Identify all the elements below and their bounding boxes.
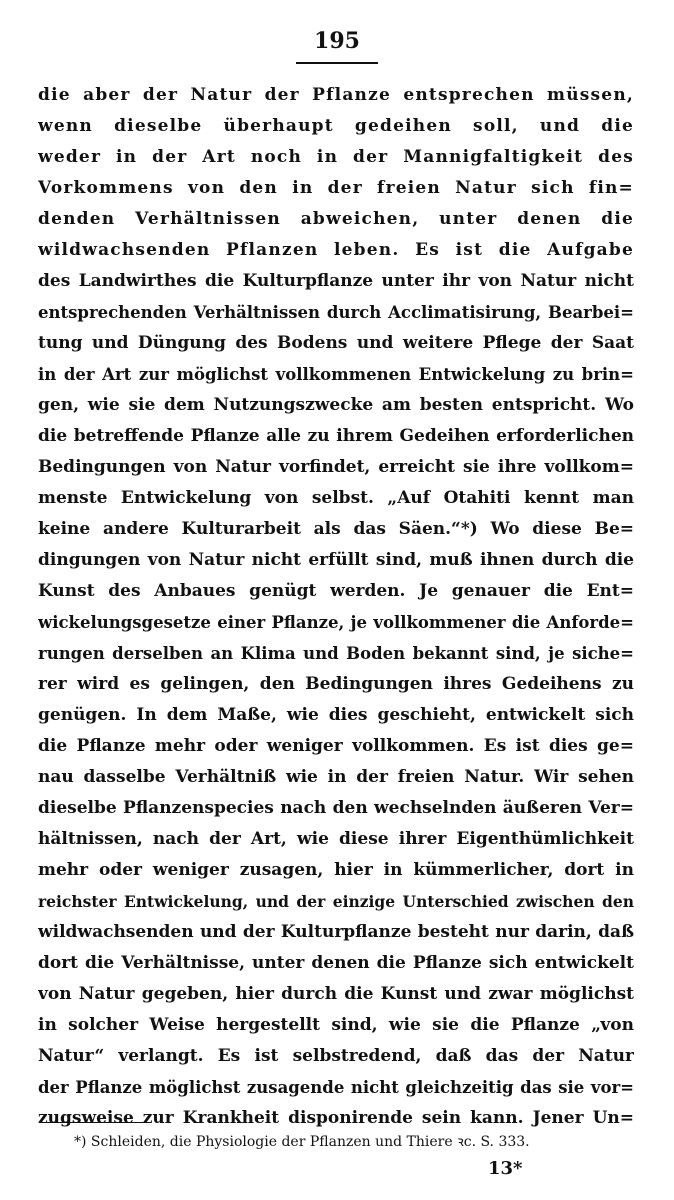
text-line: zugsweise zur Krankheit disponirende sein kann. Jener Un= <box>38 1108 634 1128</box>
text-line: reichster Entwickelung, und der einzige Unterschied zwischen den <box>38 892 634 911</box>
text-line: dort die Verhältnisse, unter denen die Pflanze sich entwickelt <box>38 953 634 973</box>
footnote: *) Schleiden, die Physiologie der Pflanzen und Thiere ꝛc. S. 333. <box>74 1134 530 1150</box>
text-line: wickelungsgesetze einer Pflanze, je vollkommener die Anforde= <box>38 613 634 632</box>
text-line: dingungen von Natur nicht erfüllt sind, muß ihnen durch die <box>38 550 634 570</box>
page-number: 195 <box>314 28 360 54</box>
text-line: gen, wie sie dem Nutzungszwecke am besten entspricht. Wo <box>38 395 634 415</box>
text-line: nau dasselbe Verhältniß wie in der freien Natur. Wir sehen <box>38 767 634 787</box>
text-line: wildwachsenden Pflanzen leben. Es ist die Aufgabe <box>38 240 634 260</box>
text-line: die aber der Natur der Pflanze entsprechen müssen, <box>38 85 634 105</box>
text-line: die betreffende Pflanze alle zu ihrem Gedeihen erforderlichen <box>38 426 634 446</box>
text-line: rer wird es gelingen, den Bedingungen ihres Gedeihens zu <box>38 674 634 694</box>
footnote-rule <box>40 1122 148 1123</box>
text-line: des Landwirthes die Kulturpflanze unter ihr von Natur nicht <box>38 271 634 291</box>
text-line: wildwachsenden und der Kulturpflanze besteht nur darin, daß <box>38 922 634 942</box>
text-line: tung und Düngung des Bodens und weitere Pflege der Saat <box>38 333 634 353</box>
signature-mark: 13* <box>488 1158 523 1179</box>
text-line: Natur“ verlangt. Es ist selbstredend, daß das der Natur <box>38 1046 634 1066</box>
body-text <box>38 80 634 1134</box>
header-rule <box>296 62 378 64</box>
text-line: entsprechenden Verhältnissen durch Acclimatisirung, Bearbei= <box>38 303 634 322</box>
text-line: menste Entwickelung von selbst. „Auf Otahiti kennt man <box>38 488 634 508</box>
text-line: rungen derselben an Klima und Boden bekannt sind, je siche= <box>38 644 634 663</box>
text-line: von Natur gegeben, hier durch die Kunst und zwar möglichst <box>38 984 634 1004</box>
text-line: der Pflanze möglichst zusagende nicht gleichzeitig das sie vor= <box>38 1078 634 1097</box>
text-line: dieselbe Pflanzenspecies nach den wechselnden äußeren Ver= <box>38 798 634 818</box>
text-line: Kunst des Anbaues genügt werden. Je genauer die Ent= <box>38 581 634 601</box>
text-line: Bedingungen von Natur vorfindet, erreicht sie ihre vollkom= <box>38 457 634 477</box>
text-line: mehr oder weniger zusagen, hier in kümmerlicher, dort in <box>38 860 634 880</box>
text-line: keine andere Kulturarbeit als das Säen.“*) Wo diese Be= <box>38 519 634 539</box>
text-line: in der Art zur möglichst vollkommenen Entwickelung zu brin= <box>38 365 634 384</box>
text-line: denden Verhältnissen abweichen, unter denen die <box>38 209 634 229</box>
text-line: in solcher Weise hergestellt sind, wie sie die Pflanze „von <box>38 1015 634 1035</box>
text-line: Vorkommens von den in der freien Natur sich fin= <box>38 178 634 198</box>
text-line: weder in der Art noch in der Mannigfaltigkeit des <box>38 147 634 167</box>
text-line: die Pflanze mehr oder weniger vollkommen. Es ist dies ge= <box>38 736 634 756</box>
text-line: wenn dieselbe überhaupt gedeihen soll, und die <box>38 116 634 136</box>
text-line: genügen. In dem Maße, wie dies geschieht, entwickelt sich <box>38 705 634 725</box>
text-line: hältnissen, nach der Art, wie diese ihrer Eigenthümlichkeit <box>38 829 634 849</box>
